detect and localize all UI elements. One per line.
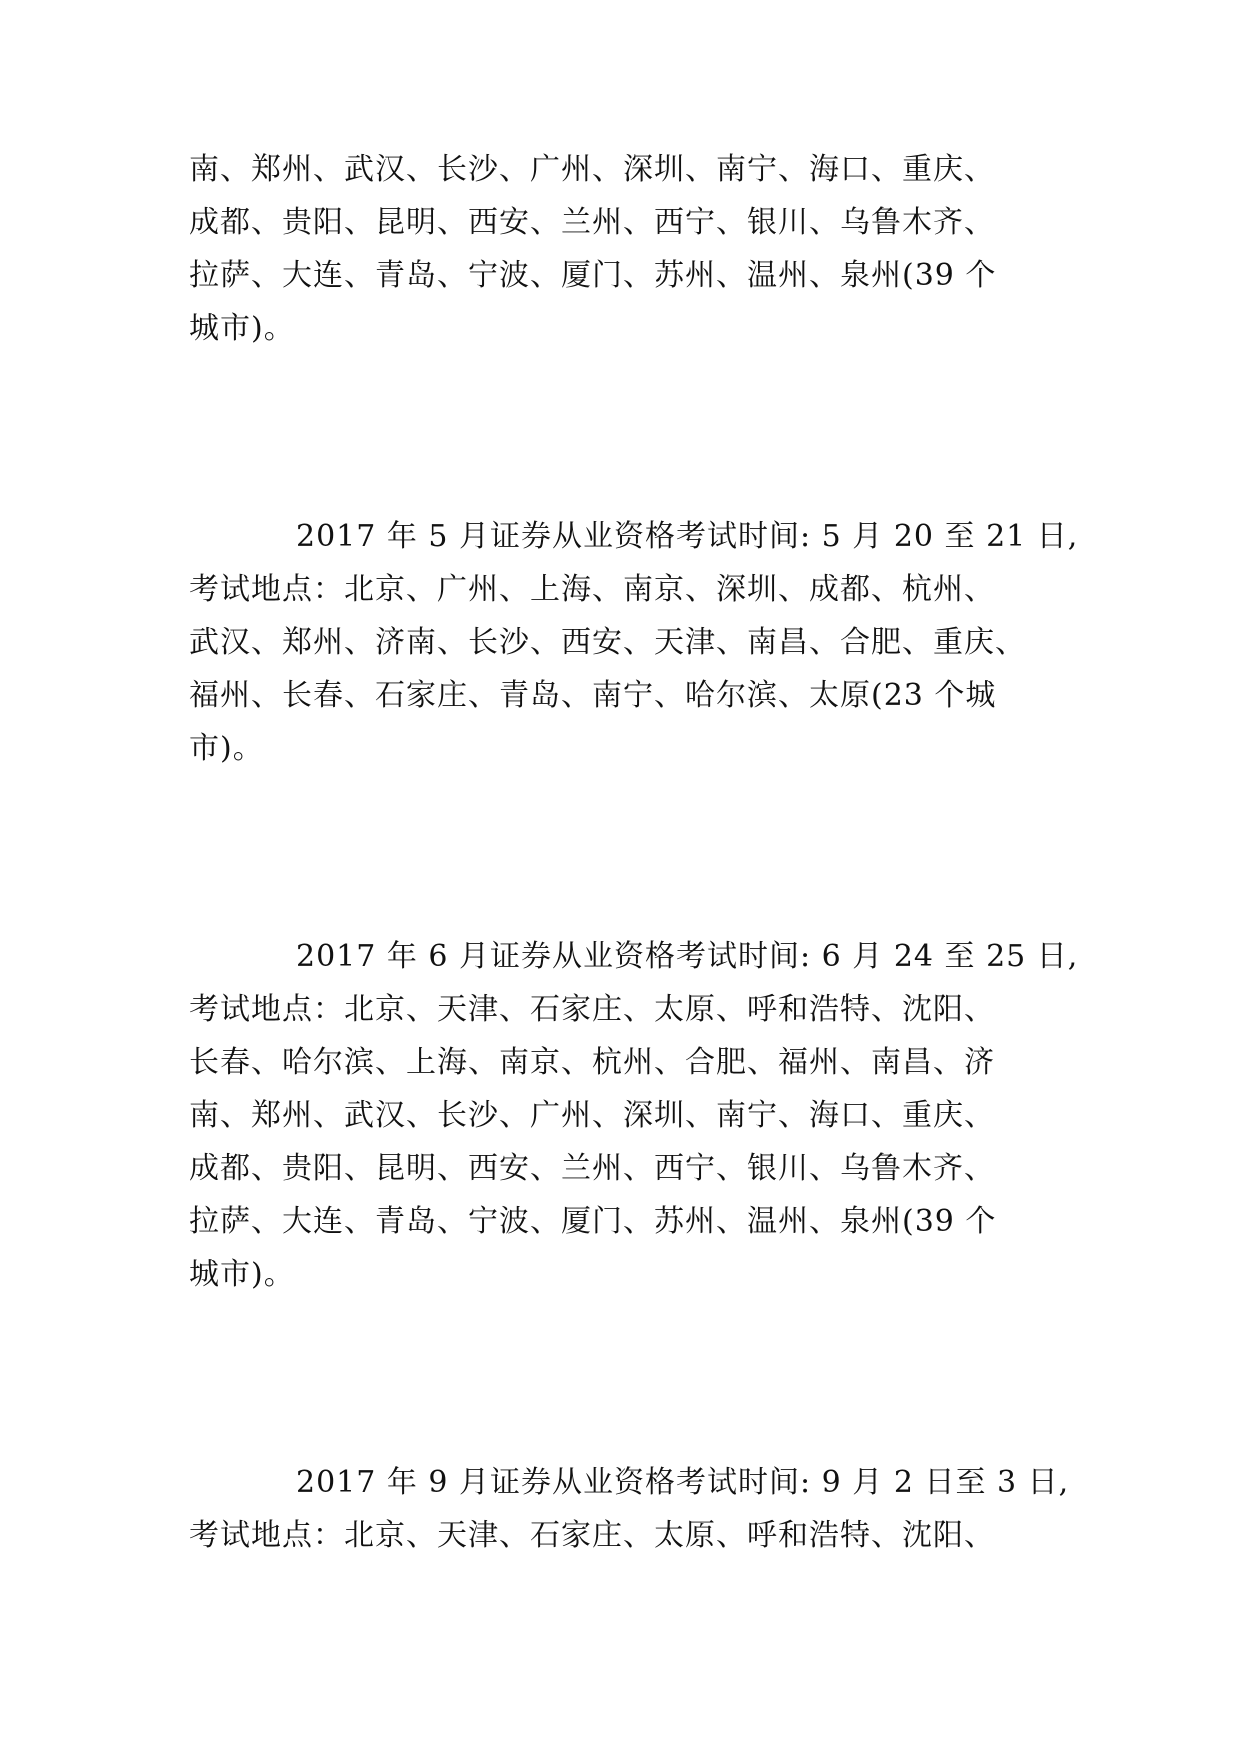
text-line: 考试地点：北京、天津、石家庄、太原、呼和浩特、沈阳、 xyxy=(189,992,995,1027)
text-line: 市)。 xyxy=(189,731,264,766)
text-line: 南、郑州、武汉、长沙、广州、深圳、南宁、海口、重庆、 xyxy=(189,152,995,187)
text-line: 长春、哈尔滨、上海、南京、杭州、合肥、福州、南昌、济 xyxy=(189,1045,995,1080)
paragraph-heading-line: 2017 年 5 月证券从业资格考试时间: 5 月 20 至 21 日, xyxy=(296,519,1079,554)
text-line: 武汉、郑州、济南、长沙、西安、天津、南昌、合肥、重庆、 xyxy=(189,625,1026,660)
text-line: 福州、长春、石家庄、青岛、南宁、哈尔滨、太原(23 个城 xyxy=(189,678,997,713)
text-line: 城市)。 xyxy=(189,1257,295,1292)
text-line: 拉萨、大连、青岛、宁波、厦门、苏州、温州、泉州(39 个 xyxy=(189,1204,997,1239)
text-line: 成都、贵阳、昆明、西安、兰州、西宁、银川、乌鲁木齐、 xyxy=(189,1151,995,1186)
paragraph-heading-line: 2017 年 9 月证券从业资格考试时间: 9 月 2 日至 3 日, xyxy=(296,1465,1070,1500)
text-line: 城市)。 xyxy=(189,311,295,346)
paragraph-heading-line: 2017 年 6 月证券从业资格考试时间: 6 月 24 至 25 日, xyxy=(296,939,1079,974)
text-line: 成都、贵阳、昆明、西安、兰州、西宁、银川、乌鲁木齐、 xyxy=(189,205,995,240)
text-line: 南、郑州、武汉、长沙、广州、深圳、南宁、海口、重庆、 xyxy=(189,1098,995,1133)
text-line: 拉萨、大连、青岛、宁波、厦门、苏州、温州、泉州(39 个 xyxy=(189,258,997,293)
text-line: 考试地点：北京、天津、石家庄、太原、呼和浩特、沈阳、 xyxy=(189,1518,995,1553)
text-line: 考试地点：北京、广州、上海、南京、深圳、成都、杭州、 xyxy=(189,572,995,607)
